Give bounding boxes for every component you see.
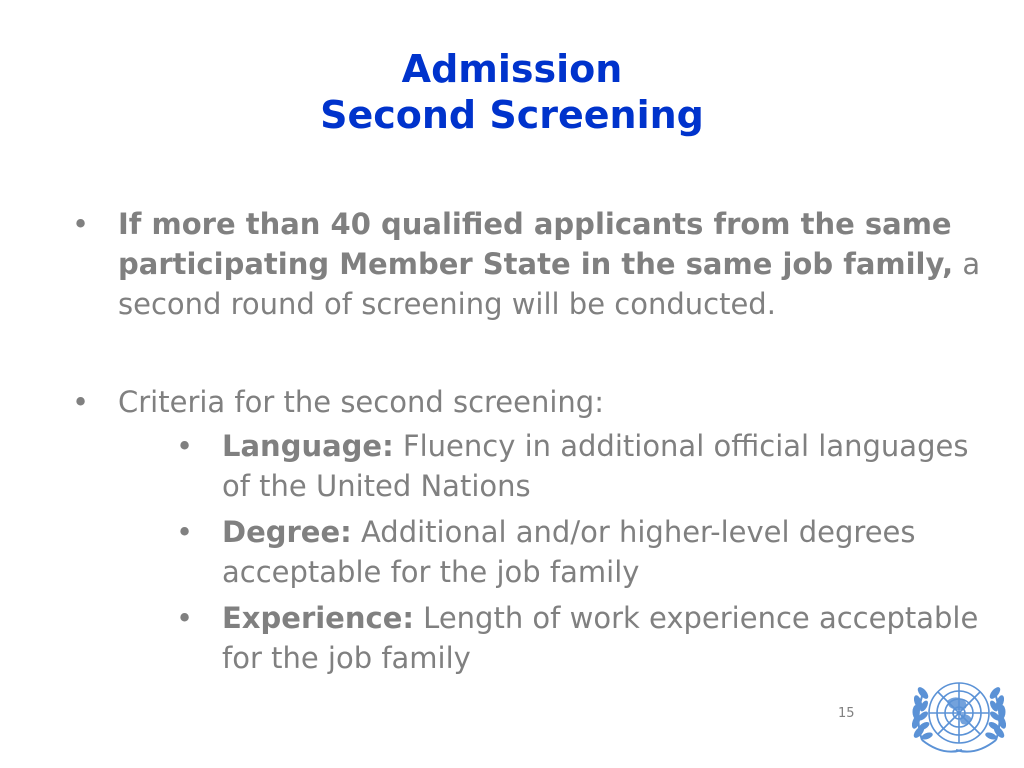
sub-bullet-degree — [176, 512, 982, 592]
sub-bullet-language — [176, 426, 982, 506]
sub-bullet-label: Language: — [222, 429, 394, 463]
bullet-dot-icon: • — [176, 429, 194, 463]
title-line-2: Second Screening — [320, 93, 704, 137]
bullet-list — [72, 204, 982, 684]
slide-title — [0, 46, 1024, 138]
title-line-1: Admission — [401, 47, 623, 91]
sub-bullet-text: Additional and/or higher-level degrees acceptable for the job family — [222, 515, 916, 589]
bullet-text: Criteria for the second screening: — [118, 385, 604, 419]
criteria-sub-list — [176, 426, 982, 678]
sub-bullet-label: Experience: — [222, 601, 414, 635]
bullet-dot-icon: • — [72, 385, 90, 419]
un-emblem-icon — [902, 668, 1016, 764]
bullet-item-criteria — [72, 382, 982, 422]
bullet-text: a second round of screening will be conducted. — [118, 247, 981, 321]
sub-bullet-text: Length of work experience acceptable for the job family — [222, 601, 979, 675]
sub-bullet-text: Fluency in additional official languages of the United Nations — [222, 429, 969, 503]
bullet-dot-icon: • — [176, 601, 194, 635]
bullet-bold-text: If more than 40 qualified applicants from the same participating Member State in the same job family, — [118, 207, 954, 281]
sub-bullet-experience — [176, 598, 982, 678]
bullet-item-applicants — [72, 204, 982, 324]
bullet-dot-icon: • — [176, 515, 194, 549]
page-number: 15 — [838, 706, 855, 721]
sub-bullet-label: Degree: — [222, 515, 352, 549]
bullet-dot-icon: • — [72, 207, 90, 241]
